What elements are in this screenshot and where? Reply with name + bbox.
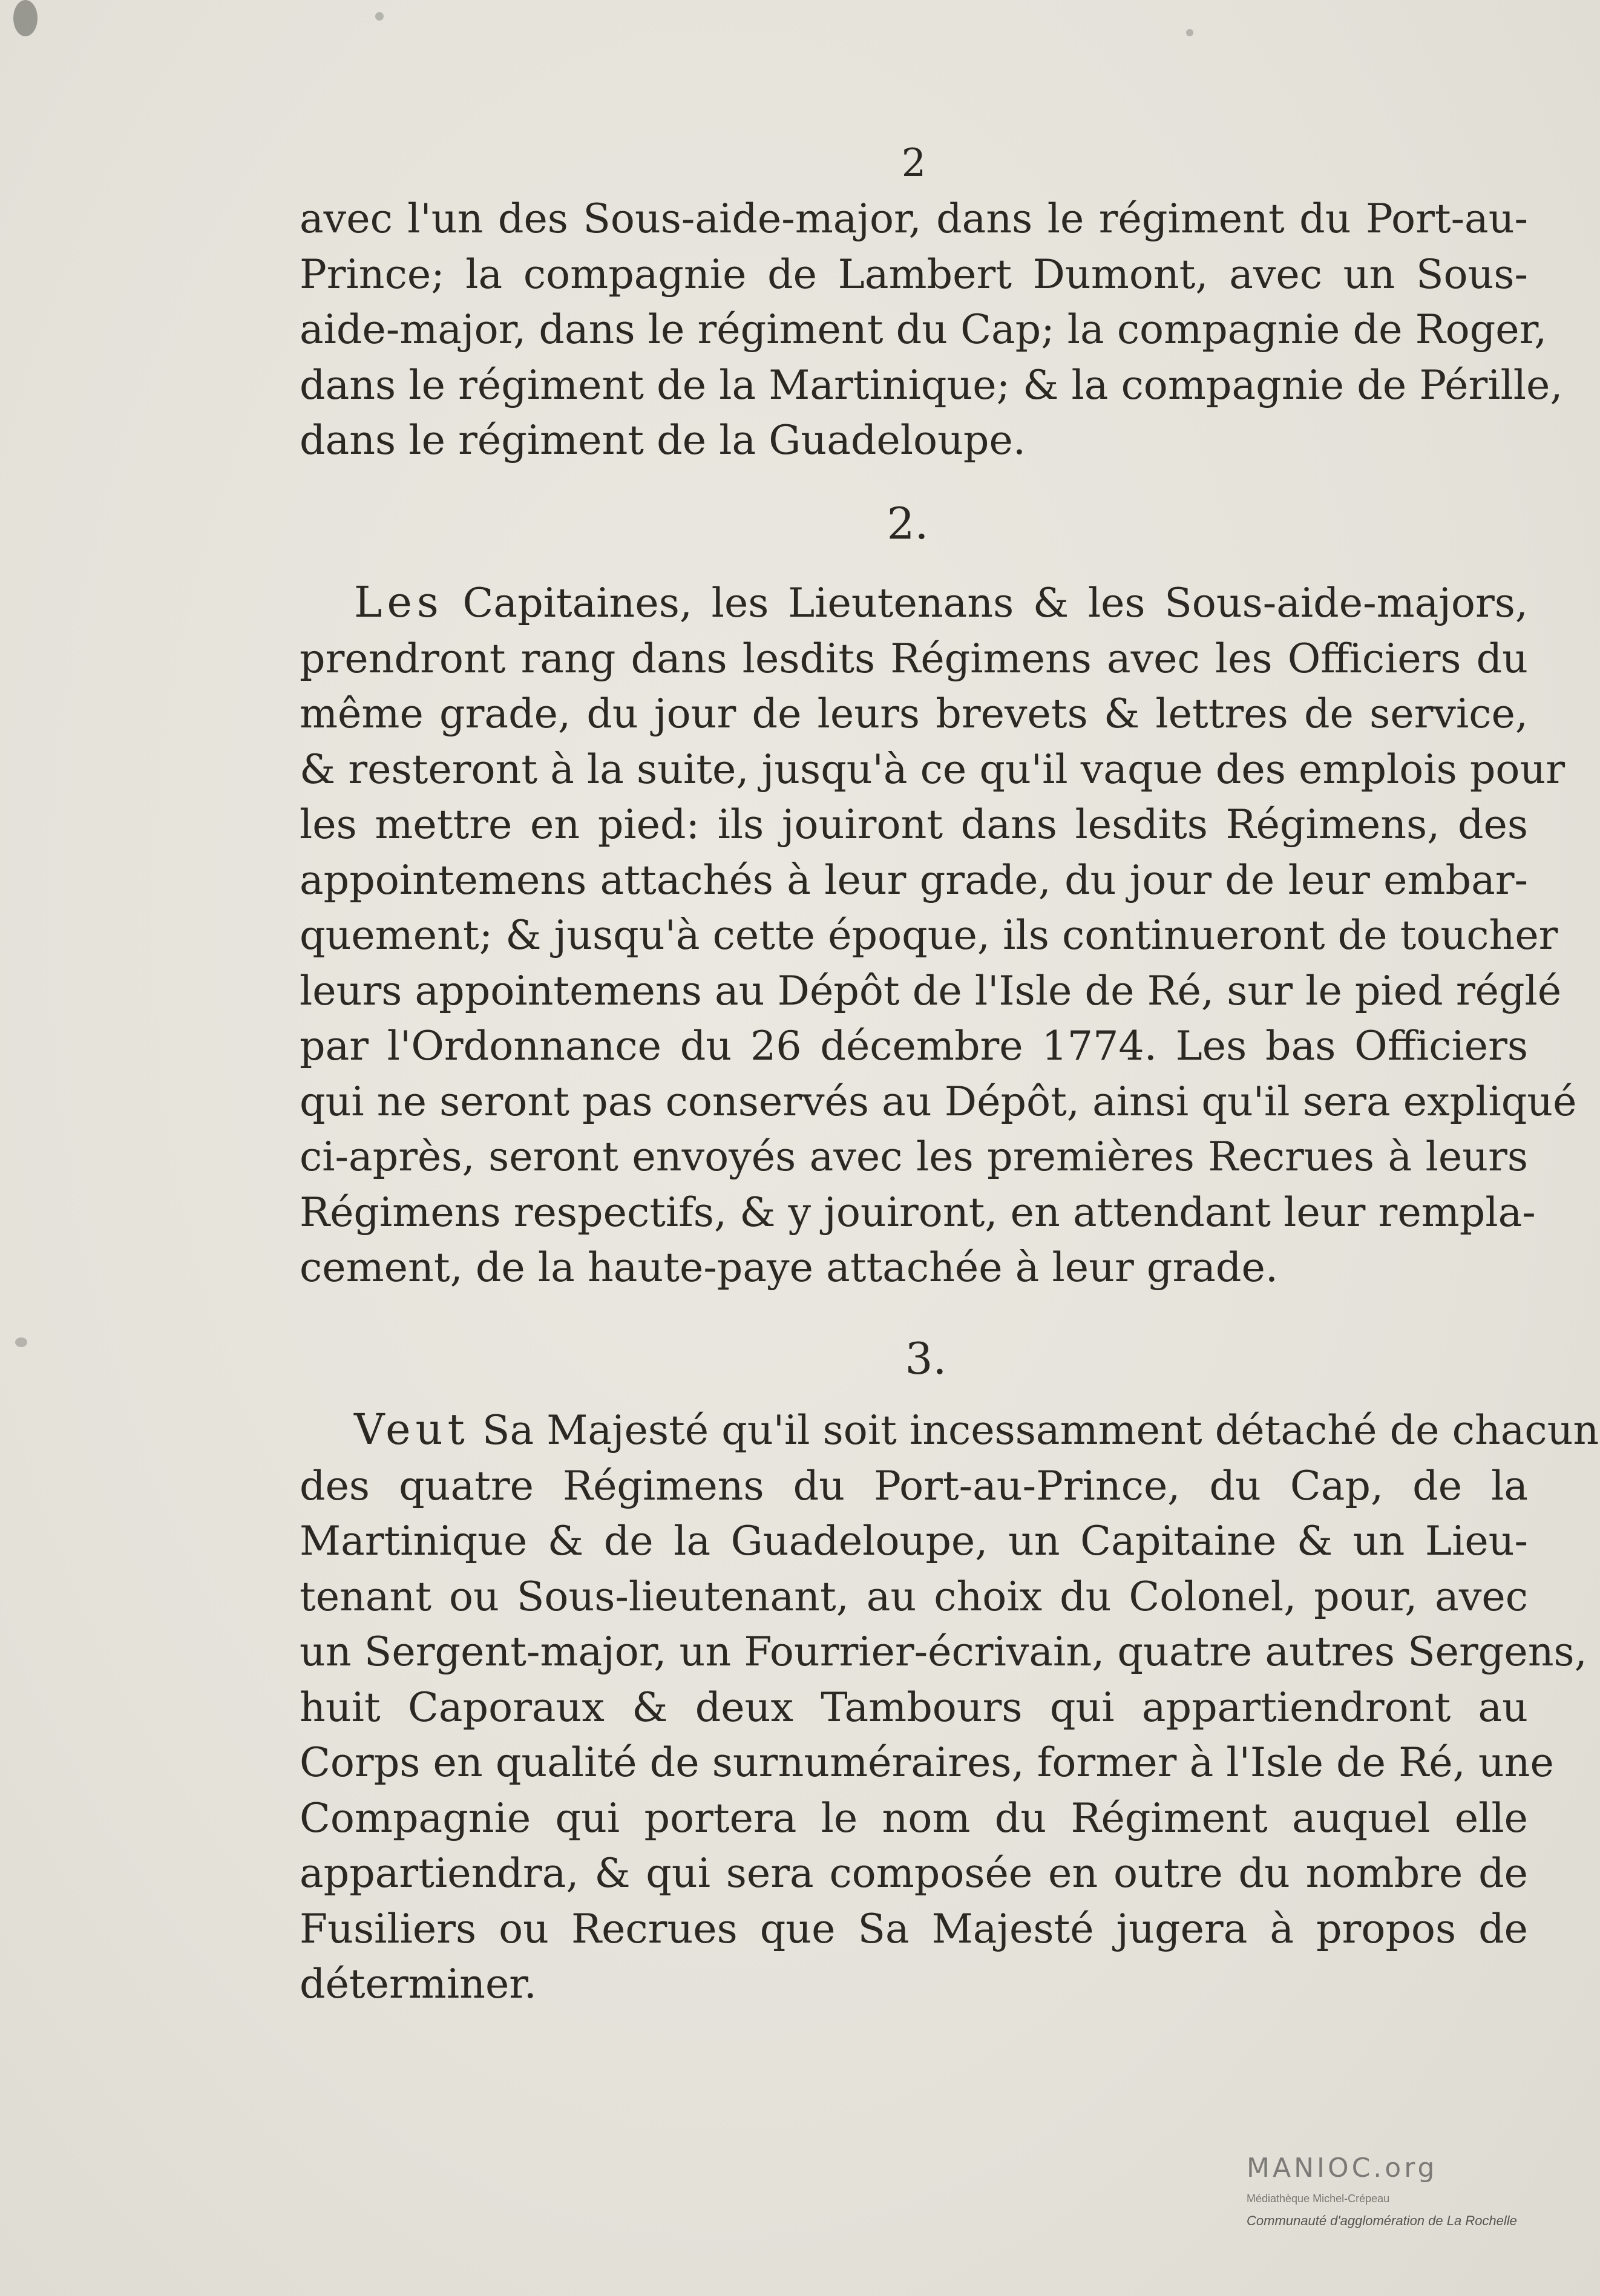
text-line: déterminer. [300,1960,537,2007]
text-line: des quatre Régimens du Port-au-Prince, du Cap, de la [300,1461,1528,1509]
text-line: tenant ou Sous-lieutenant, au choix du Colonel, pour, avec [300,1572,1528,1620]
text-line: leurs appointemens au Dépôt de l'Isle de Ré, sur le pied réglé [300,966,1562,1014]
text-line: Fusiliers ou Recrues que Sa Majesté jugera à propos de [300,1904,1528,1952]
article-3-lead: Veut [354,1405,470,1454]
article-3-line-0: Sa Majesté qu'il soit incessamment détaché de chacun [469,1406,1599,1454]
text-line: appartiendra, & qui sera composée en outre du nombre de [300,1849,1528,1897]
text-line: aide-major, dans le régiment du Cap; la compagnie de Roger, [300,306,1547,353]
manioc-watermark [1247,2151,1573,2231]
text-line: Corps en qualité de surnuméraires, former à l'Isle de Ré, une [300,1739,1554,1786]
text-line: même grade, du jour de leurs brevets & lettres de service, [300,690,1528,737]
text-line: & resteront à la suite, jusqu'à ce qu'il vaque des emplois pour [300,745,1566,793]
continuation-paragraph [300,191,1563,468]
text-line: par l'Ordonnance du 26 décembre 1774. Les bas Officiers [300,1022,1528,1069]
text-line: ci-après, seront envoyés avec les premières Recrues à leurs [300,1133,1528,1180]
text-line: les mettre en pied: ils jouiront dans lesdits Régimens, des [300,801,1528,848]
text-line: Martinique & de la Guadeloupe, un Capitaine & un Lieu- [300,1517,1528,1564]
page-number: 2 [901,141,926,186]
page-speck [1186,29,1193,36]
text-line: cement, de la haute-paye attachée à leur grade. [300,1244,1278,1291]
text-line: un Sergent-major, un Fourrier-écrivain, quatre autres Sergens, [300,1628,1587,1675]
text-line [300,1402,1599,1458]
text-line [300,575,1528,631]
text-line: Prince; la compagnie de Lambert Dumont, avec un Sous- [300,250,1528,298]
text-line: huit Caporaux & deux Tambours qui appartiendront au [300,1683,1528,1731]
text-line: dans le régiment de la Martinique; & la compagnie de Pérille, [300,361,1563,408]
text-line: qui ne seront pas conservés au Dépôt, ainsi qu'il sera expliqué [300,1077,1577,1125]
text-line: quement; & jusqu'à cette époque, ils continueront de toucher [300,911,1558,959]
text-line: dans le régiment de la Guadeloupe. [300,416,1026,464]
page-stain [13,0,38,36]
text-line: Régimens respectifs, & y jouiront, en attendant leur rempla- [300,1188,1536,1236]
manioc-logo: MANIOC.org [1247,2153,1438,2183]
watermark-library: Médiathèque Michel-Crépeau [1247,2193,1390,2205]
article-2-line-0: Capitaines, les Lieutenans & les Sous-aide-majors, [443,579,1528,626]
article-2-paragraph [300,575,1577,1296]
watermark-community: Communauté d'agglomération de La Rochelle [1247,2213,1517,2228]
text-line: appointemens attachés à leur grade, du jour de leur embar- [300,856,1528,904]
article-2-number: 2. [887,498,929,549]
page-speck [15,1337,27,1347]
page-speck [375,12,384,21]
text-line: Compagnie qui portera le nom du Régiment auquel elle [300,1794,1528,1842]
article-3-paragraph [300,1402,1599,2012]
article-2-lead: Les [354,577,444,627]
text-line: prendront rang dans lesdits Régimens avec les Officiers du [300,634,1528,682]
text-line: avec l'un des Sous-aide-major, dans le régiment du Port-au- [300,195,1528,242]
article-3-number: 3. [905,1333,947,1384]
